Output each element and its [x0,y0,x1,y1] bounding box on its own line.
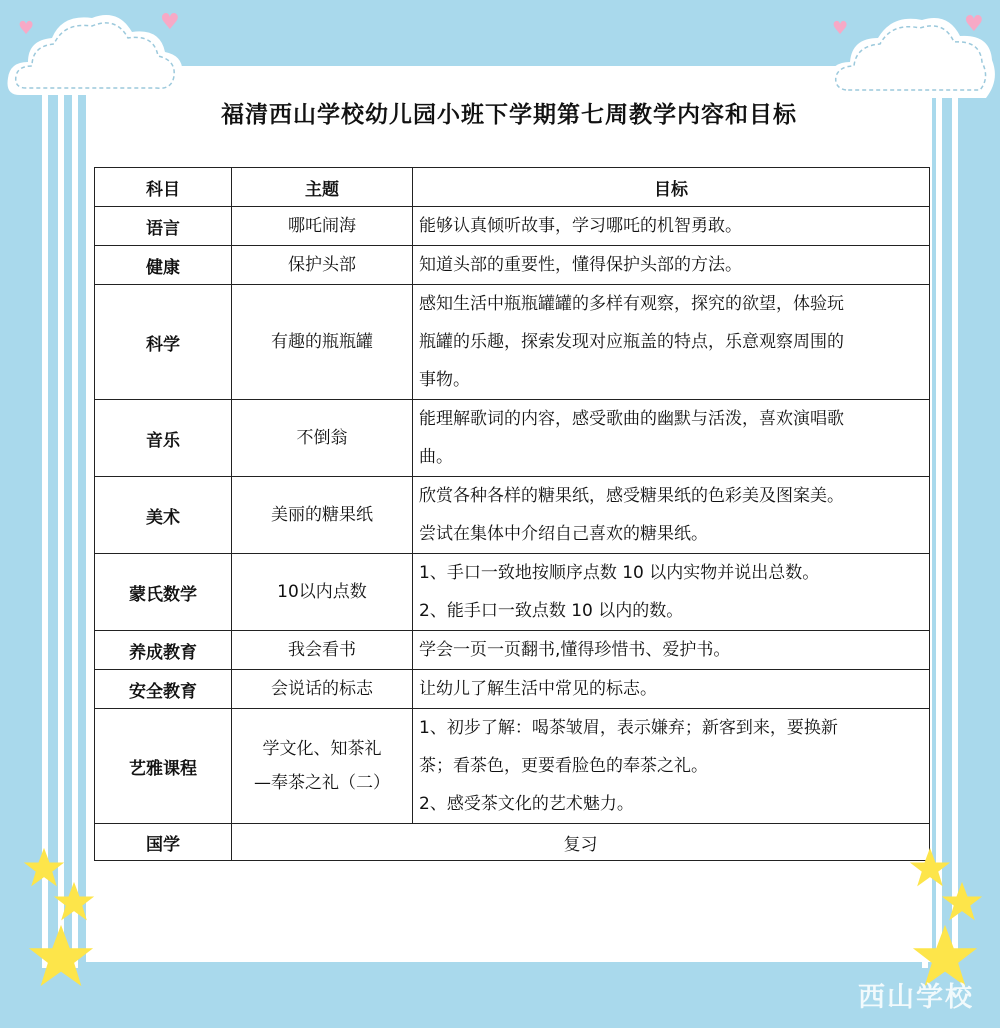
subject-cell: 艺雅课程 [95,709,232,824]
heart-icon: ♥ [18,18,35,39]
subject-cell: 美术 [95,477,232,554]
goal-text: 2、感受茶文化的艺术魅力。 [419,794,634,814]
table-row [95,670,930,709]
subject-cell: 健康 [95,246,232,285]
star-icon [940,880,984,924]
theme-cell [232,285,413,400]
table-row [95,285,930,400]
border-stripe [72,60,78,968]
table-row [95,824,930,861]
subject-cell: 科学 [95,285,232,400]
border-stripe [936,60,942,968]
goal-cell [413,631,930,670]
goal-cell [413,709,930,824]
goal-cell [413,477,930,554]
goal-cell [413,207,930,246]
theme-cell [232,631,413,670]
schedule-table [94,167,930,861]
header-theme: 主题 [232,168,413,207]
border-stripe [42,60,48,968]
page-title: 福清西山学校幼儿园小班下学期第七周教学内容和目标 [221,101,797,128]
table-header-row [95,168,930,207]
subject-cell: 音乐 [95,400,232,477]
star-icon [52,880,96,924]
theme-text: 哪吒闹海 [288,216,356,236]
subject-cell: 蒙氏数学 [95,554,232,631]
goal-text: 2、能手口一致点数 10 以内的数。 [419,601,684,621]
table-row [95,400,930,477]
goal-text: 能理解歌词的内容，感受歌曲的幽默与活泼，喜欢演唱歌 [419,409,844,429]
goal-text: 学会一页一页翻书,懂得珍惜书、爱护书。 [419,640,731,660]
header-subject: 科目 [95,168,232,207]
border-stripe [58,60,64,968]
border-stripe [952,60,958,968]
goal-cell [413,400,930,477]
heart-icon: ♥ [160,10,180,35]
theme-text: 美丽的糖果纸 [271,505,373,525]
subject-cell: 养成教育 [95,631,232,670]
theme-text: 有趣的瓶瓶罐 [271,332,373,352]
theme-text: 会说话的标志 [271,679,373,699]
theme-text: 保护头部 [288,255,356,275]
table-row [95,477,930,554]
goal-text: 感知生活中瓶瓶罐罐的多样有观察，探究的欲望，体验玩 [419,294,844,314]
goal-cell [413,554,930,631]
theme-cell [232,477,413,554]
theme-text: 10以内点数 [277,582,367,602]
goal-cell [413,670,930,709]
subject-cell: 安全教育 [95,670,232,709]
heart-icon: ♥ [832,18,849,39]
heart-icon: ♥ [964,12,984,37]
star-icon [26,922,96,992]
goal-text: 曲。 [419,447,453,467]
theme-text: 我会看书 [288,640,356,660]
goal-cell [413,285,930,400]
theme-cell [232,670,413,709]
theme-cell [232,246,413,285]
header-goal: 目标 [413,168,930,207]
goal-text: 知道头部的重要性，懂得保护头部的方法。 [419,255,742,275]
subject-cell: 国学 [95,824,232,861]
theme-text: —奉茶之礼（二） [254,773,390,793]
table-row [95,207,930,246]
table-body [95,207,930,861]
table-row [95,709,930,824]
theme-cell [232,709,413,824]
goal-text: 尝试在集体中介绍自己喜欢的糖果纸。 [419,524,708,544]
goal-text: 茶；看茶色，更要看脸色的奉茶之礼。 [419,756,708,776]
theme-text: 学文化、知茶礼 [262,739,382,759]
watermark-logo: 西山学校 [858,982,974,1013]
goal-text: 欣赏各种各样的糖果纸，感受糖果纸的色彩美及图案美。 [419,486,844,506]
table-row [95,554,930,631]
goal-cell [413,246,930,285]
subject-cell: 语言 [95,207,232,246]
goal-text: 事物。 [419,370,470,390]
theme-cell [232,207,413,246]
goal-text: 让幼儿了解生活中常见的标志。 [419,679,657,699]
theme-cell [232,400,413,477]
theme-cell [232,554,413,631]
theme-text: 不倒翁 [296,428,348,448]
table-row [95,631,930,670]
table-row [95,246,930,285]
review-cell: 复习 [232,824,930,861]
goal-text: 瓶罐的乐趣，探索发现对应瓶盖的特点，乐意观察周围的 [419,332,844,352]
goal-text: 能够认真倾听故事，学习哪吒的机智勇敢。 [419,216,742,236]
goal-text: 1、手口一致地按顺序点数 10 以内实物并说出总数。 [419,563,820,583]
goal-text: 1、初步了解：喝茶皱眉，表示嫌弃；新客到来，要换新 [419,718,838,738]
